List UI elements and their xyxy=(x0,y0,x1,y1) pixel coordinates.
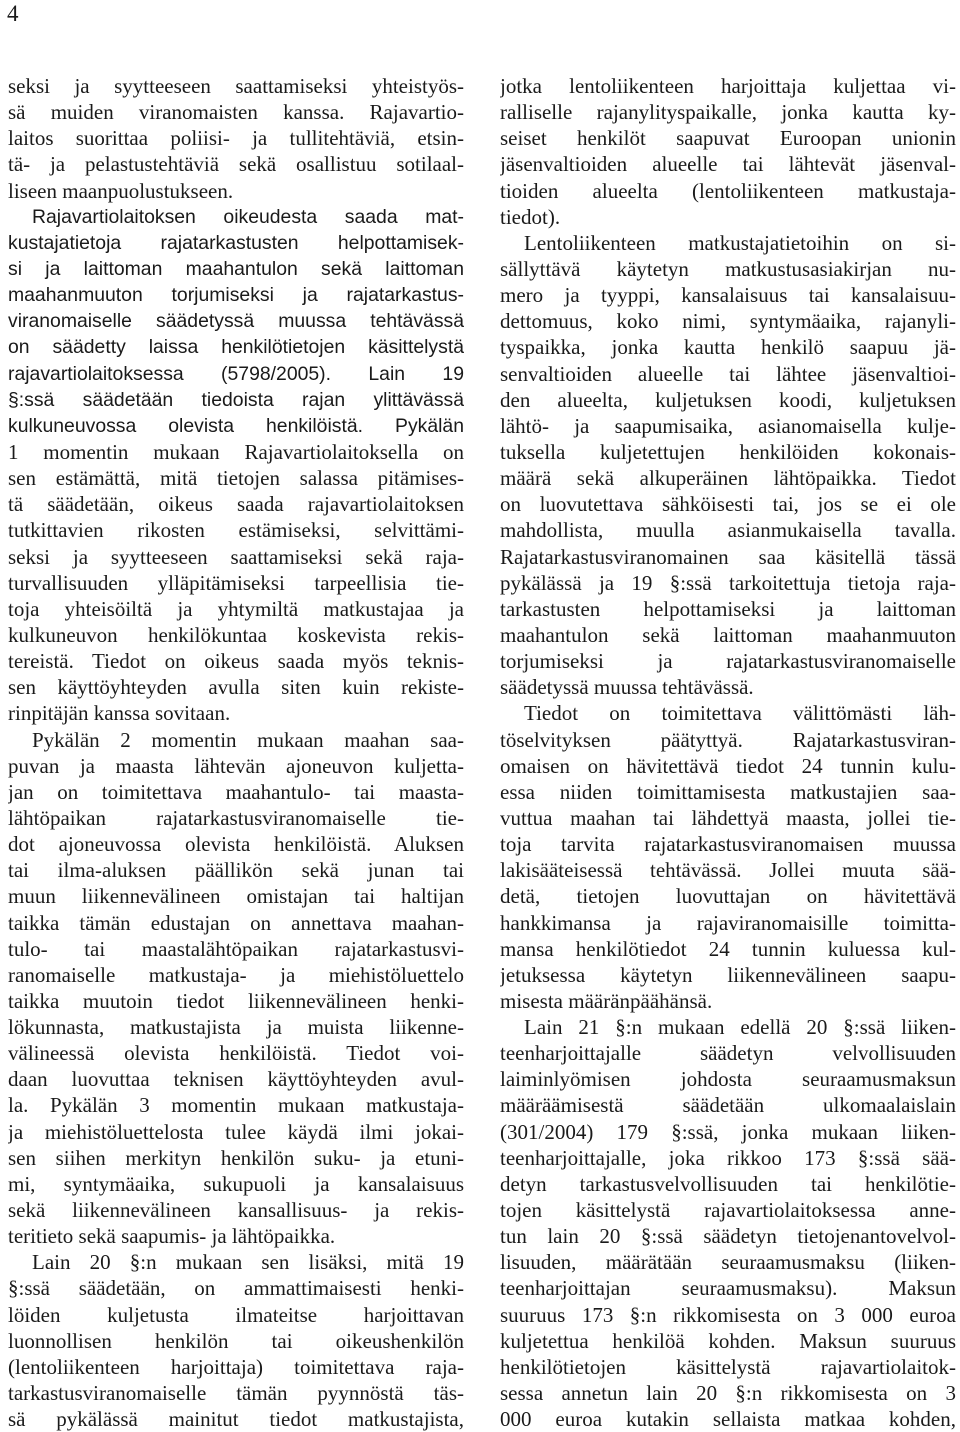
text-line: toja yhteisöiltä ja yhtymiltä matkustajaa ja xyxy=(8,596,464,621)
text-line: maahantulon sekä laittoman maahanmuuton xyxy=(500,622,956,647)
text-line: la. Pykälän 3 momentin mukaan matkustaja- xyxy=(8,1093,464,1118)
text-line: seiset henkilöt saapuvat Euroopan unionin xyxy=(500,126,956,151)
text-line: taikka muutoin tiedot liikennevälineen henki- xyxy=(8,988,464,1013)
text-line: omaisen on hävitettävä tiedot 24 tunnin kulu- xyxy=(500,753,956,778)
text-line: sen käyttöyhteyden avulla siten kuin rekiste- xyxy=(8,675,464,700)
text-line: lakisääteisessä tehtävässä. Jollei muuta sää- xyxy=(500,858,956,883)
text-line: tä- ja pelastustehtäviä sekä osallistuu sotilaal- xyxy=(8,152,464,177)
text-line: toja tarvita rajatarkastusviranomaisen muussa xyxy=(500,832,956,857)
text-line: rinpitäjän kanssa sovitaan. xyxy=(8,701,231,726)
text-line: tai ilma-aluksen päällikön sekä junan tai xyxy=(8,858,464,883)
text-line: luonnollisen henkilön tai oikeushenkilön xyxy=(8,1328,464,1353)
text-line: Lain 20 §:n mukaan sen lisäksi, mitä 19 xyxy=(32,1250,464,1275)
text-line: viranomaiselle säädetyssä muussa tehtävässä xyxy=(8,310,464,333)
text-line: teenharjoittajalle, joka rikkoo 173 §:ssä sää- xyxy=(500,1145,956,1170)
text-line: taikka tämän edustajan on annettava maahan- xyxy=(8,910,464,935)
text-line: kuljetettua henkilöä kohden. Maksun suuruus xyxy=(500,1328,956,1353)
text-line: Lentoliikenteen matkustajatietoihin on si- xyxy=(524,230,956,255)
text-line: 000 euroa kutakin sellaista matkaa kohden, xyxy=(500,1407,956,1432)
text-line: teritieto sekä saapumis- ja lähtöpaikka. xyxy=(8,1224,336,1249)
text-line: detyn tarkastusvelvollisuuden tai henkilötie- xyxy=(500,1171,956,1196)
text-line: ja miehistöluettelosta tulee käydä ilmi jokai- xyxy=(8,1119,464,1144)
text-line: jotka lentoliikenteen harjoittaja kuljettaa vi- xyxy=(500,74,956,98)
text-line: dettomuus, koko nimi, syntymäaika, rajanyli- xyxy=(500,309,956,334)
text-line: 1 momentin mukaan Rajavartiolaitoksella on xyxy=(8,439,464,464)
page-number: 4 xyxy=(7,1,19,26)
text-line: suuruus 173 §:n rikkomisesta on 3 000 euroa xyxy=(500,1302,956,1327)
text-line: kustajatietoja rajatarkastusten helpottamisek- xyxy=(8,231,464,254)
text-line: jan on toimitettava maahantulo- tai maasta- xyxy=(8,779,464,804)
text-line: dot ajoneuvossa olevista henkilöistä. Aluksen xyxy=(8,832,464,857)
text-line: liseen maanpuolustukseen. xyxy=(8,178,234,203)
text-line: jäsenvaltioiden alueelle tai lähtevät jäsenval- xyxy=(500,152,956,177)
text-line: säädetyssä muussa tehtävässä. xyxy=(500,675,754,700)
text-line: lähtöpaikan rajatarkastusviranomaiselle tie- xyxy=(8,805,464,830)
text-line: sessa annetun lain 20 §:n rikkomisesta on 3 xyxy=(500,1381,956,1406)
text-line: ralliselle rajanylityspaikalle, jonka kautta ky- xyxy=(500,100,956,125)
text-line: tulo- tai maastalähtöpaikan rajatarkastusvi- xyxy=(8,936,464,961)
text-line: välineessä olevista henkilöistä. Tiedot voi- xyxy=(8,1041,464,1066)
text-line: tutkittavien rikosten estämiseksi, selvittämi- xyxy=(8,518,464,543)
text-line: määräämisestä säädetään ulkomaalaislain xyxy=(500,1093,956,1118)
text-line: tojen käsittelystä rajavartiolaitoksessa anne- xyxy=(500,1198,956,1223)
text-line: pykälässä ja 19 §:ssä tarkoitettuja tietoja raja- xyxy=(500,570,956,595)
text-line: Rajavartiolaitoksen oikeudesta saada mat- xyxy=(32,205,464,228)
text-line: löiden kuljetusta ilmateitse harjoittavan xyxy=(8,1302,464,1327)
text-line: sällyttävä käytetyn matkustusasiakirjan nu- xyxy=(500,256,956,281)
text-line: rajavartiolaitoksessa (5798/2005). Lain 19 xyxy=(8,362,464,385)
text-line: Rajatarkastusviranomainen saa käsitellä tässä xyxy=(500,544,956,569)
text-line: §:ssä säädetään tiedoista rajan ylittävässä xyxy=(8,388,464,411)
text-line: tun lain 20 §:ssä säädetyn tietojenantovelvol- xyxy=(500,1224,956,1249)
text-line: tä säädetään, oikeus saada rajavartiolaitoksen xyxy=(8,492,464,517)
text-line: henkilötietojen käsittelystä rajavartiolaitok- xyxy=(500,1354,956,1379)
text-line: laiminlyömisen johdosta seuraamusmaksun xyxy=(500,1067,956,1092)
text-line: essa niiden toimittamisesta matkustajien saa- xyxy=(500,779,956,804)
text-line: turvallisuuden ylläpitämiseksi tarpeellisia tie- xyxy=(8,570,464,595)
text-line: daan luovuttaa teknisen käyttöyhteyden avul- xyxy=(8,1067,464,1092)
text-line: detä, tietojen luovuttajan on hävitettävä xyxy=(500,884,956,909)
right-text-column xyxy=(500,73,956,1432)
text-line: lähtö- ja saapumisaika, asianomaisella kulje- xyxy=(500,413,956,438)
text-line: hankkimansa ja rajaviranomaisille toimitta- xyxy=(500,910,956,935)
text-line: misesta määränpäähänsä. xyxy=(500,988,713,1013)
text-line: teenharjoittajalle säädetyn velvollisuuden xyxy=(500,1041,956,1066)
text-line: tuksella kuljetettujen henkilöiden kokonais- xyxy=(500,439,956,464)
text-line: muun liikennevälineen omistajan tai haltijan xyxy=(8,884,464,909)
text-line: tioiden alueelta (lentoliikenteen matkustaja- xyxy=(500,178,956,203)
text-line: (lentoliikenteen harjoittaja) toimitettava raja- xyxy=(8,1354,464,1379)
text-line: kulkuneuvossa olevista henkilöistä. Pykälän xyxy=(8,414,464,437)
text-line: jetuksessa käytetyn liikennevälineen saapu- xyxy=(500,962,956,987)
text-line: sä pykälässä mainitut tiedot matkustajista, xyxy=(8,1407,464,1432)
text-line: si ja laittoman maahantulon sekä laittoman xyxy=(8,257,464,280)
text-line: den alueelta, kuljetuksen koodi, kuljetuksen xyxy=(500,387,956,412)
text-line: tereistä. Tiedot on oikeus saada myös teknis- xyxy=(8,649,464,674)
text-line: tarkastusten helpottamiseksi ja laittoman xyxy=(500,596,956,621)
text-line: lisuuden, määrätään seuraamusmaksu (liiken- xyxy=(500,1250,956,1275)
text-line: mahdollista, muulla asianmukaisella tavalla. xyxy=(500,518,956,543)
text-line: sä muiden viranomaisten kanssa. Rajavartio- xyxy=(8,100,464,125)
text-line: sekä liikennevälineen kansallisuus- ja rekis- xyxy=(8,1198,464,1223)
text-line: sen estämättä, mitä tietojen salassa pitämises- xyxy=(8,466,464,491)
text-line: töselvityksen päätyttyä. Rajatarkastusviran- xyxy=(500,727,956,752)
text-line: mero ja tyyppi, kansalaisuus tai kansalaisuu- xyxy=(500,283,956,308)
text-line: seksi ja syytteeseen saattamiseksi yhteistyös- xyxy=(8,74,464,98)
text-line: senvaltioiden alueelle tai lähtee jäsenvaltioi- xyxy=(500,361,956,386)
text-line: Tiedot on toimitettava välittömästi läh- xyxy=(524,701,956,726)
left-text-column xyxy=(8,73,464,1432)
text-line: määrä sekä alkuperäinen lähtöpaikka. Tiedot xyxy=(500,466,956,491)
text-line: lökunnasta, matkustajista ja muista liikenne- xyxy=(8,1015,464,1040)
text-line: sen siihen merkityn henkilön suku- ja etuni- xyxy=(8,1145,464,1170)
text-line: Pykälän 2 momentin mukaan maahan saa- xyxy=(32,727,464,752)
text-line: seksi ja syytteeseen saattamiseksi sekä raja- xyxy=(8,544,464,569)
text-line: vuttua maahan tai lähdettyä maasta, jollei tie- xyxy=(500,805,956,830)
text-line: §:ssä säädetään, on ammattimaisesti henki- xyxy=(8,1276,464,1301)
text-line: mansa henkilötiedot 24 tunnin kuluessa kul- xyxy=(500,936,956,961)
text-line: (301/2004) 179 §:ssä, jonka mukaan liiken- xyxy=(500,1119,956,1144)
text-line: Lain 21 §:n mukaan edellä 20 §:ssä liiken- xyxy=(524,1015,956,1040)
text-line: tiedot). xyxy=(500,204,561,229)
text-line: puvan ja maasta lähtevän ajoneuvon kuljetta- xyxy=(8,753,464,778)
text-line: tarkastusviranomaiselle tämän pyynnöstä täs- xyxy=(8,1381,464,1406)
text-line: ranomaiselle matkustaja- ja miehistöluettelo xyxy=(8,962,464,987)
text-line: tyspaikka, jonka kautta henkilö saapuu jä- xyxy=(500,335,956,360)
text-line: mi, syntymäaika, sukupuoli ja kansalaisuus xyxy=(8,1171,464,1196)
text-line: torjumiseksi ja rajatarkastusviranomaiselle xyxy=(500,649,956,674)
text-line: kulkuneuvon henkilökuntaa koskevista rekis- xyxy=(8,622,464,647)
text-line: laitos suorittaa poliisi- ja tullitehtäviä, etsin- xyxy=(8,126,464,151)
text-line: teenharjoittajan seuraamusmaksu). Maksun xyxy=(500,1276,956,1301)
text-line: on luovutettava sähköisesti tai, jos se ei ole xyxy=(500,492,956,517)
text-line: on säädetty laissa henkilötietojen käsittelystä xyxy=(8,336,464,359)
text-line: maahanmuuton torjumiseksi ja rajatarkastus- xyxy=(8,284,464,307)
